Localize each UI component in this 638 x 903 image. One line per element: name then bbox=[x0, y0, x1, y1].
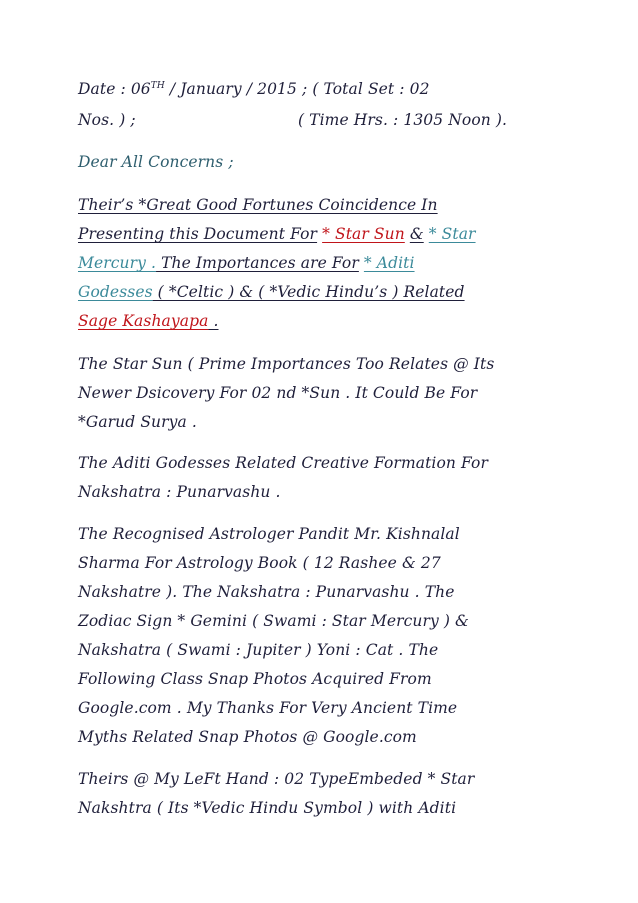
para4-line3: Nakshatre ). The Nakshatra : Punarvashu . The bbox=[78, 583, 455, 601]
para5-line1: Theirs @ My LeFt Hand : 02 TypeEmbeded * Star bbox=[78, 770, 475, 788]
star-mercury-end: Mercury . bbox=[78, 254, 157, 272]
para2-line1: The Star Sun ( Prime Importances Too Relates @ Its bbox=[78, 355, 495, 373]
para1-line2 bbox=[78, 225, 476, 243]
para5-line2: Nakshtra ( Its *Vedic Hindu Symbol ) with Aditi bbox=[78, 799, 457, 817]
para4-line1: The Recognised Astrologer Pandit Mr. Kishnalal bbox=[78, 525, 460, 543]
para2-line2: Newer Dsicovery For 02 nd *Sun . It Could Be For bbox=[78, 384, 478, 402]
para1-l5b: . bbox=[208, 312, 219, 330]
para1-line1 bbox=[78, 196, 438, 214]
para2-line3: *Garud Surya . bbox=[78, 413, 197, 431]
para1-l3b: The Importances are For bbox=[156, 254, 359, 272]
para4-line7: Google.com . My Thanks For Very Ancient Time bbox=[78, 699, 458, 717]
date-prefix: Date : 06 bbox=[78, 80, 151, 98]
para1-l1: Their’s *Great Good Fortunes Coincidence In bbox=[78, 196, 438, 214]
para1-line3 bbox=[78, 254, 415, 272]
para4-line8: Myths Related Snap Photos @ Google.com bbox=[78, 728, 417, 746]
para1-l2c: & bbox=[409, 225, 424, 243]
star-sun-link: * Star Sun bbox=[322, 225, 405, 243]
para4-line2: Sharma For Astrology Book ( 12 Rashee & 27 bbox=[78, 554, 441, 572]
para1-l2a: Presenting this Document For bbox=[78, 225, 318, 243]
date-line bbox=[78, 80, 430, 98]
nos-text: Nos. ) ; bbox=[78, 111, 136, 129]
para3-line1: The Aditi Godesses Related Creative Formation For bbox=[78, 454, 488, 472]
para1-line5 bbox=[78, 312, 219, 330]
sage-kashayapa: Sage Kashayapa bbox=[78, 312, 209, 330]
star-mercury-start: * Star bbox=[428, 225, 476, 243]
date-rest: / January / 2015 ; ( Total Set : 02 bbox=[164, 80, 430, 98]
para4-line6: Following Class Snap Photos Acquired From bbox=[78, 670, 432, 688]
para1-line4 bbox=[78, 283, 465, 301]
nos-line bbox=[78, 111, 136, 129]
date-superscript: TH bbox=[150, 80, 165, 91]
aditi-start: * Aditi bbox=[363, 254, 415, 272]
para4-line5: Nakshatra ( Swami : Jupiter ) Yoni : Cat . The bbox=[78, 641, 439, 659]
para3-line2: Nakshatra : Punarvashu . bbox=[78, 483, 281, 501]
greeting: Dear All Concerns ; bbox=[78, 153, 234, 171]
para4-line4: Zodiac Sign * Gemini ( Swami : Star Mercury ) & bbox=[78, 612, 469, 630]
time-text: ( Time Hrs. : 1305 Noon ). bbox=[298, 111, 508, 129]
para1-l4b: ( *Celtic ) & ( *Vedic Hindu’s ) Related bbox=[152, 283, 465, 301]
aditi-end: Godesses bbox=[78, 283, 153, 301]
time-line bbox=[298, 111, 507, 129]
